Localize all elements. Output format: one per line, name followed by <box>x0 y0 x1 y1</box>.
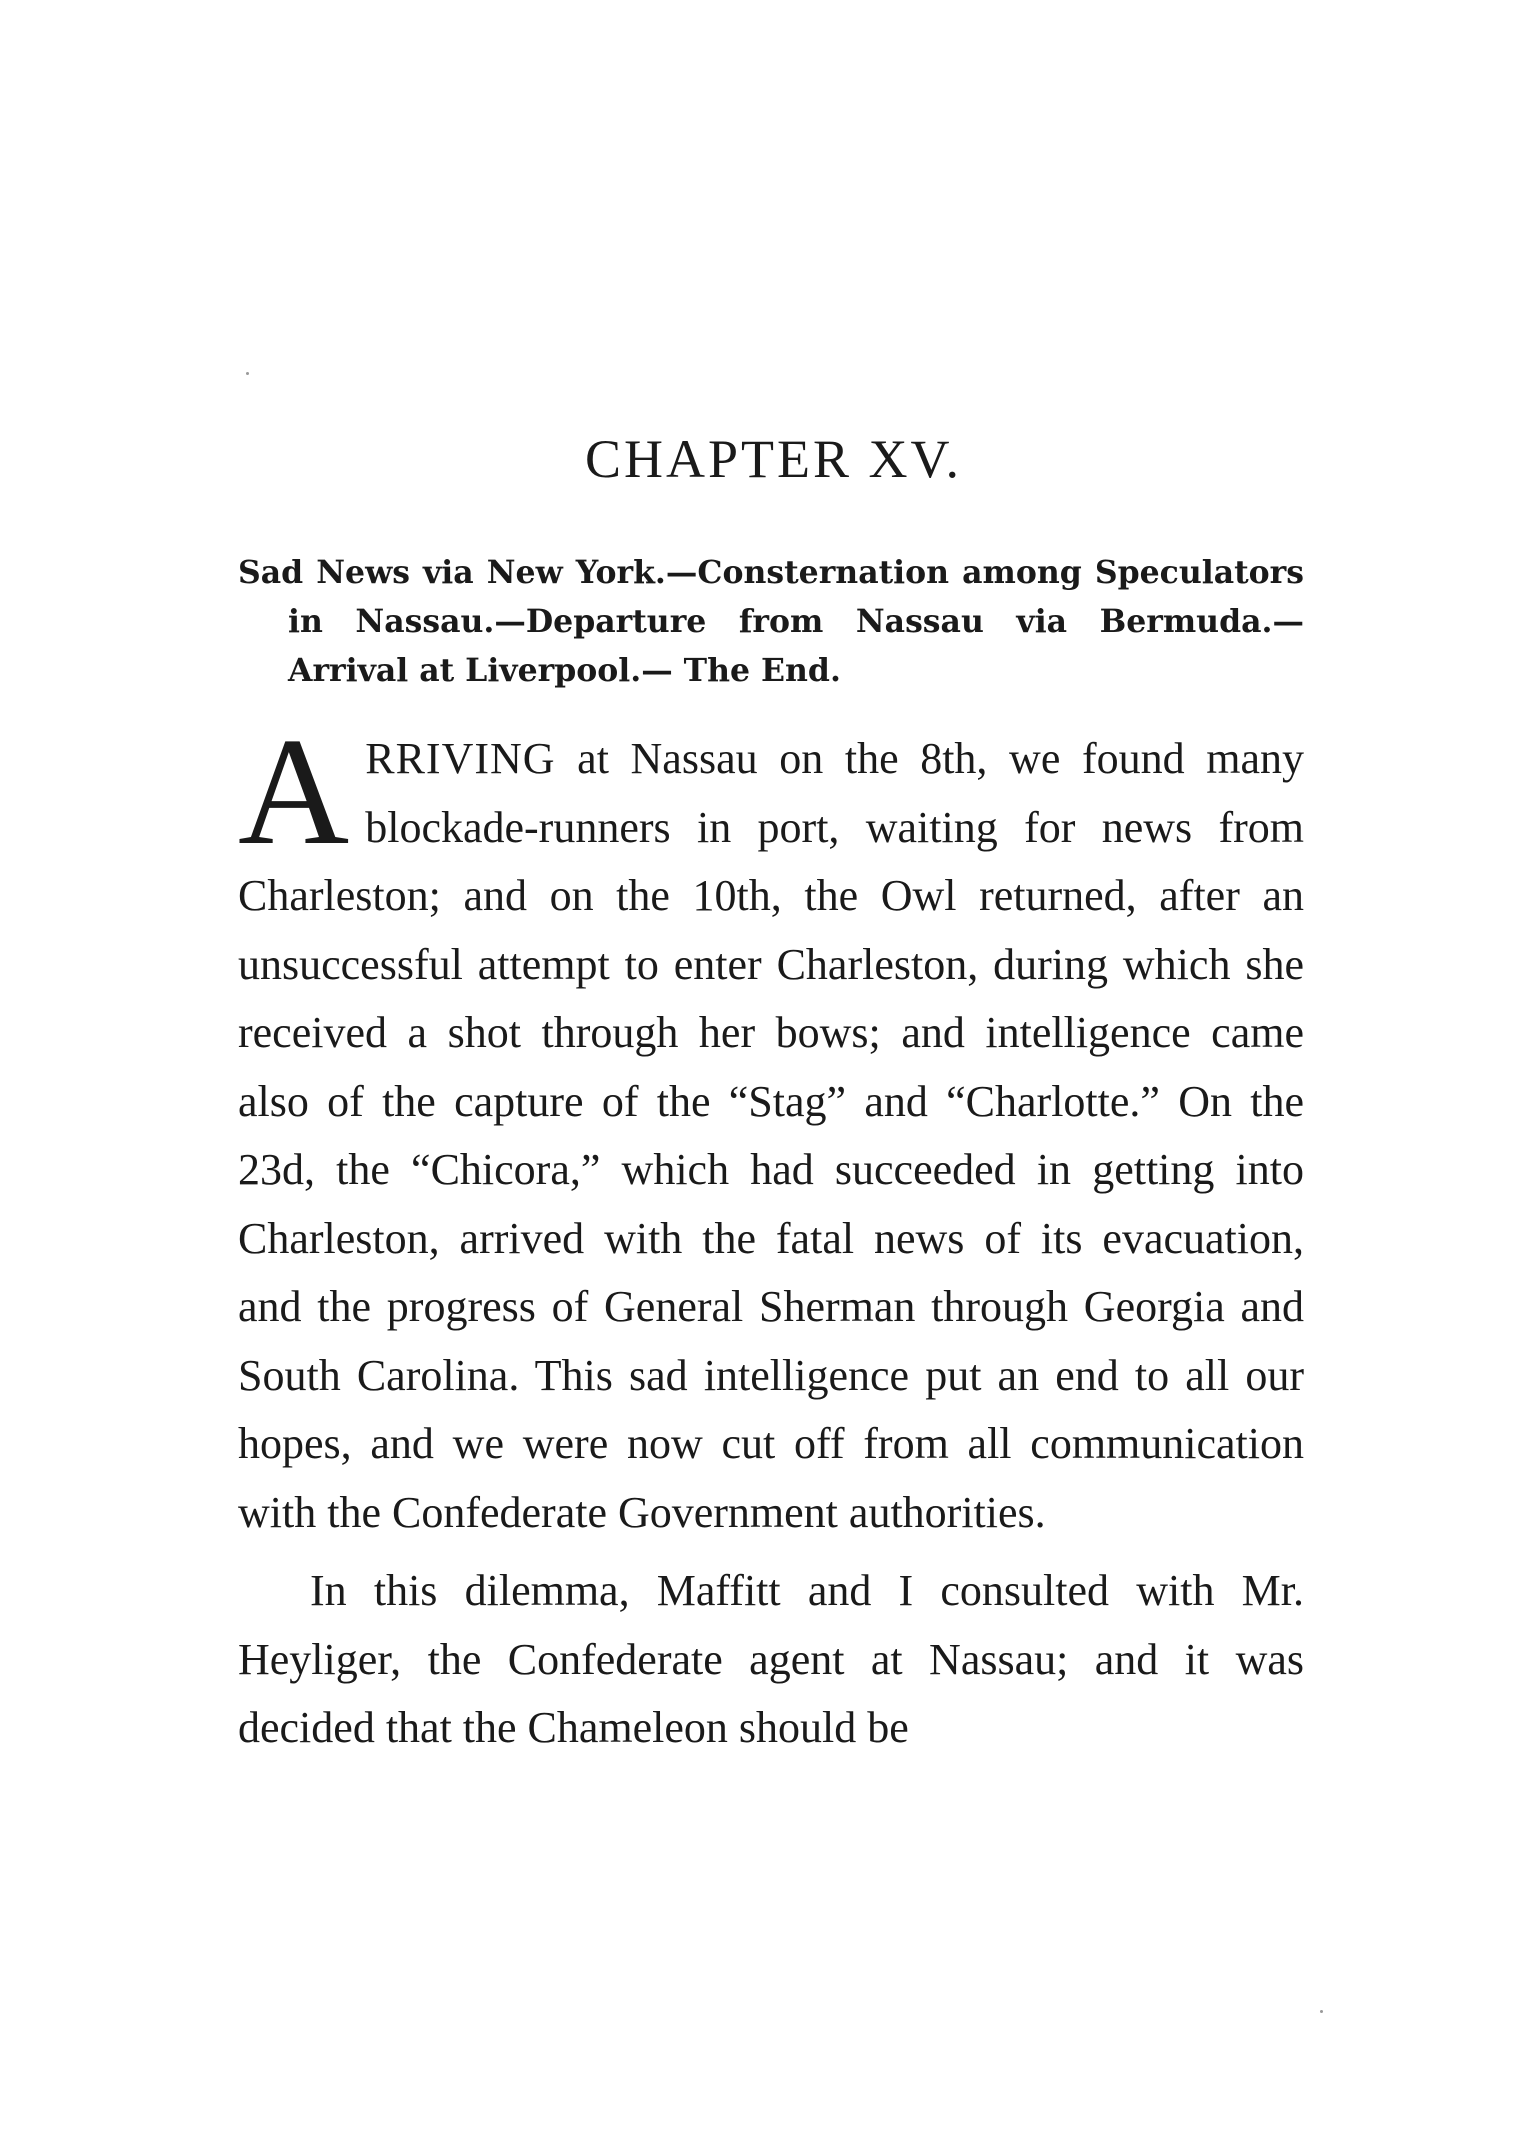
drop-cap: A <box>238 707 350 877</box>
chapter-body <box>238 707 1304 1763</box>
chapter-heading: CHAPTER XV. <box>584 429 963 489</box>
opening-word-rest: RRIVING <box>365 734 556 783</box>
paragraph-2: In this dilemma, Maffitt and I consulted with Mr. Heyliger, the Confederate agent at Nassau; and it was decided that the Chameleon should be <box>238 1566 1304 1752</box>
page-speck-top <box>246 372 249 375</box>
paragraph-1 <box>238 707 1304 1547</box>
paragraph-1-text: at Nassau on the 8th, we found many blockade-runners in port, waiting for news from Charleston; and on the 10th, the Owl returned, after an unsuccessful attempt to enter Charleston, during which she received a shot through her bows; and intelligence came also of the capture of the “Stag” and “Charlotte.” On the 23d, the “Chicora,” which had succeeded in getting into Charleston, arrived with the fatal news of its evacuation, and the progress of General Sherman through Georgia and South Carolina. This sad intelligence put an end to all our hopes, and we were now cut off from all communication with the Confederate Government authorities. <box>238 734 1304 1537</box>
chapter-summary: Sad News via New York.—Consternation among Speculators in Nassau.—Departure from Nassau via Bermuda.—Arrival at Liverpool.— The End. <box>238 554 1304 689</box>
page-speck-bottom <box>1320 2010 1323 2013</box>
